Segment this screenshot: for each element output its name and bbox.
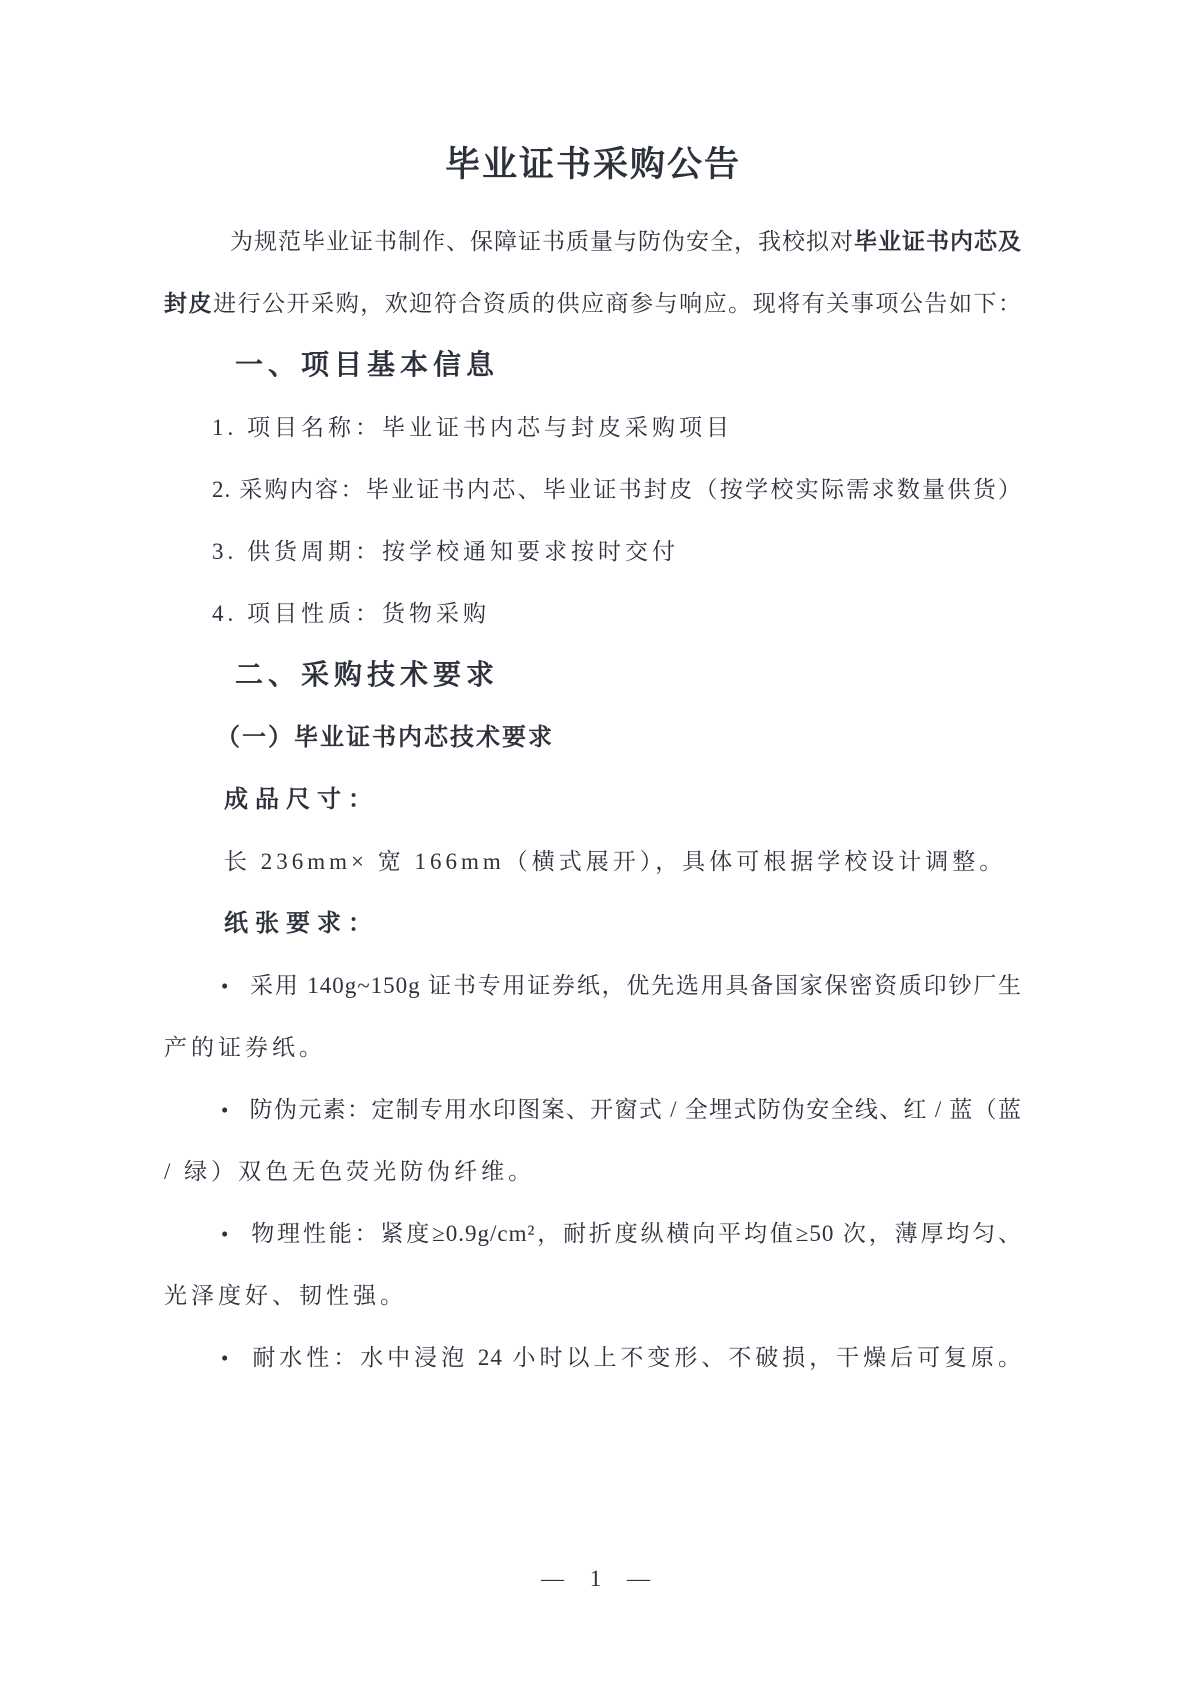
intro-text: 进行公开采购，欢迎符合资质的供应商参与响应。现将有关事项公告如下：: [213, 291, 1023, 316]
intro-text-bold: 毕业证书内芯及: [854, 229, 1022, 254]
paper-label: 纸张要求：: [224, 911, 379, 937]
paper-bullet-4-line-1: [164, 1327, 1022, 1389]
page-title: 毕业证书采购公告: [444, 145, 741, 184]
bullet-text: 采用 140g~150g 证书专用证券纸，优先选用具备国家保密资质印钞厂生: [249, 973, 1022, 998]
paper-bullet-1-line-2: 产的证券纸。: [164, 1035, 326, 1060]
intro-paragraph-line-1: [164, 211, 1022, 273]
size-label: 成品尺寸：: [224, 787, 379, 813]
bullet-text: 物理性能：紧度≥0.9g/cm²，耐折度纵横向平均值≥50 次，薄厚均匀、: [249, 1221, 1022, 1246]
section2-subheading: （一）毕业证书内芯技术要求: [216, 725, 554, 751]
bullet-text: 防伪元素：定制专用水印图案、开窗式 / 全埋式防伪安全线、红 / 蓝（蓝: [249, 1097, 1022, 1122]
section1-heading: 一、项目基本信息: [235, 350, 500, 381]
bullet-icon: •: [221, 974, 230, 998]
project-item-4: 4. 项目性质：货物采购: [212, 601, 490, 626]
paper-bullet-2-line-1: [164, 1079, 1022, 1141]
paper-bullet-3-line-1: [164, 1203, 1022, 1265]
paper-bullet-3-line-2: 光泽度好、韧性强。: [164, 1283, 407, 1308]
intro-paragraph-line-2: [164, 273, 1022, 335]
bullet-text: 耐水性：水中浸泡 24 小时以上不变形、不破损，干燥后可复原。: [249, 1345, 1022, 1370]
bullet-icon: •: [221, 1346, 230, 1370]
page-number: — 1 —: [541, 1566, 650, 1591]
paper-bullet-1-line-1: [164, 955, 1022, 1017]
paper-bullet-2-line-2: / 绿）双色无色荧光防伪纤维。: [164, 1159, 536, 1184]
intro-text-bold: 封皮: [164, 291, 214, 316]
document-body: [164, 130, 1022, 1389]
project-item-2: 2. 采购内容：毕业证书内芯、毕业证书封皮（按学校实际需求数量供货）: [212, 477, 1022, 502]
bullet-icon: •: [221, 1222, 230, 1246]
bullet-icon: •: [221, 1098, 230, 1122]
project-item-3: 3. 供货周期：按学校通知要求按时交付: [212, 539, 679, 564]
size-spec-line: 长 236mm× 宽 166mm（横式展开），具体可根据学校设计调整。: [224, 849, 1007, 874]
document-content: [164, 211, 1022, 1389]
project-item-1: 1. 项目名称：毕业证书内芯与封皮采购项目: [212, 415, 733, 440]
intro-text: 为规范毕业证书制作、保障证书质量与防伪安全，我校拟对: [230, 229, 854, 254]
section2-heading: 二、采购技术要求: [235, 660, 500, 691]
